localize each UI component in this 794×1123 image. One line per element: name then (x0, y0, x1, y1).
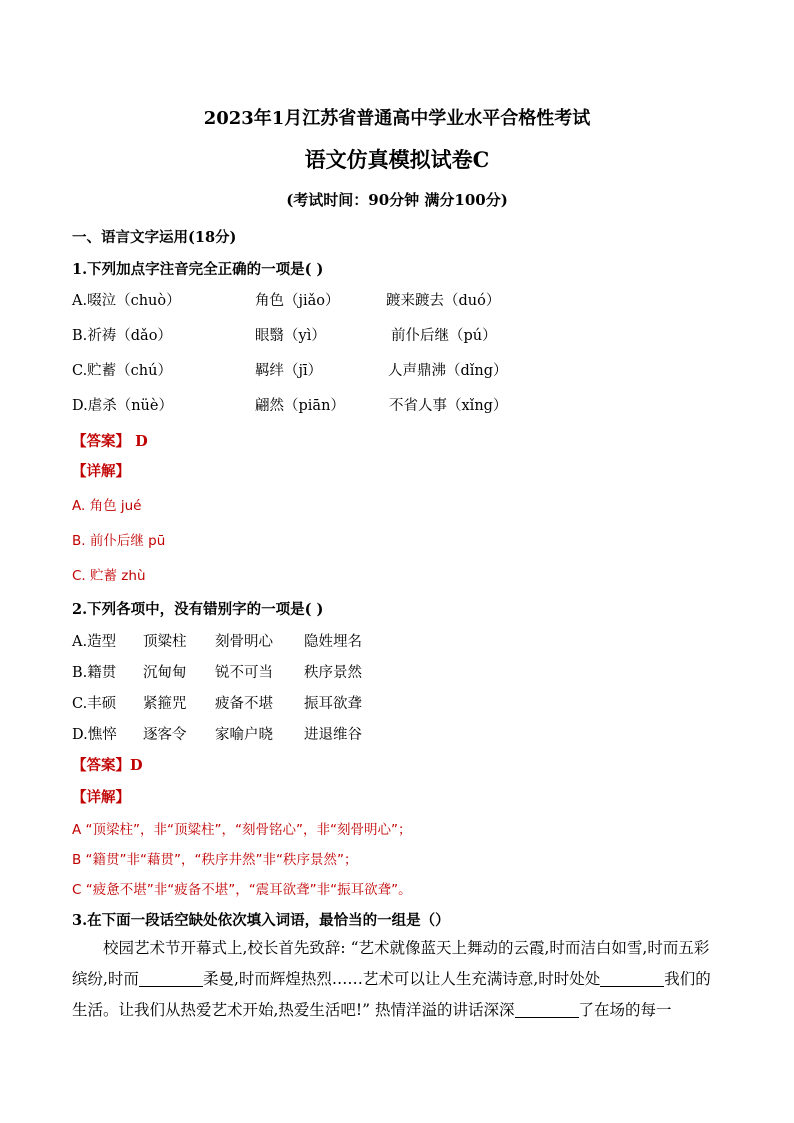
q3-blank-3 (515, 1002, 579, 1019)
q1-option-a-3: 踱来踱去（duó） (386, 293, 501, 309)
q1-option-a-2: 角色（jiǎo） (255, 293, 340, 309)
question-1-stem: 1.下列加点字注音完全正确的一项是( ) (72, 261, 324, 278)
q3-passage-part-1: 校园艺术节开幕式上,校长首先致辞: “艺术就像蓝天上舞动的云霞,时而洁白如雪,时而五彩缤纷,时而 (72, 939, 710, 988)
q1-option-c-2: 羁绊（jī） (255, 363, 323, 379)
q1-option-b-2: 眼翳（yì） (255, 328, 326, 344)
q1-answer-value: D (135, 433, 148, 450)
q2-option-c-4: 振耳欲聋 (304, 696, 362, 712)
question-3-stem: 3.在下面一段话空缺处依次填入词语，最恰当的一组是（） (72, 912, 450, 929)
q2-answer: 【答案】D (72, 757, 143, 774)
q2-option-b-4: 秩序景然 (304, 665, 362, 681)
q3-passage (72, 933, 724, 1026)
q2-option-d-4: 进退维谷 (304, 727, 362, 743)
q1-answer-label: 【答案】 (72, 433, 130, 450)
q1-option-b-3: 前仆后继（pú） (391, 328, 497, 344)
q3-passage-part-4: 了在场的每一 (578, 1001, 672, 1019)
q2-option-c-1: C.丰硕 (72, 696, 117, 712)
q2-option-d-1: D.憔悴 (72, 727, 117, 743)
q1-option-a-1: A.啜泣（chuò） (72, 293, 181, 309)
q2-option-a-2: 顶粱柱 (143, 634, 187, 650)
q2-explanation-b: B “籍贯”非“藉贯”，“秩序井然”非“秩序景然”； (72, 852, 358, 868)
q2-option-c-2: 紧箍咒 (143, 696, 187, 712)
q1-option-b-1: B.祈祷（dǎo） (72, 328, 172, 344)
q1-option-d-2: 翩然（piān） (255, 398, 345, 414)
q2-option-b-2: 沉甸甸 (143, 665, 187, 681)
q3-blank-1 (139, 971, 203, 988)
q1-option-d-3: 不省人事（xǐng） (389, 398, 508, 414)
q1-option-d-1: D.虐杀（nüè） (72, 398, 173, 414)
q1-option-c-3: 人声鼎沸（dǐng） (388, 363, 508, 379)
q2-explanation-a: A “顶梁柱”，非“顶粱柱”，“刻骨铭心”，非“刻骨明心”； (72, 822, 412, 838)
q2-option-a-3: 刻骨明心 (215, 634, 273, 650)
section-heading: 一、语言文字运用(18分) (72, 229, 237, 246)
exam-title: 2023年1月江苏省普通高中学业水平合格性考试 (203, 108, 591, 129)
q2-option-d-3: 家喻户晓 (215, 727, 273, 743)
q1-detail-label: 【详解】 (72, 463, 130, 480)
q2-option-c-3: 疲备不堪 (215, 696, 273, 712)
q2-option-a-1: A.造型 (72, 634, 117, 650)
q2-option-d-2: 逐客令 (143, 727, 187, 743)
q2-explanation-c: C “疲惫不堪”非“疲备不堪”，“震耳欲聋”非“振耳欲聋”。 (72, 882, 412, 898)
question-2-stem: 2.下列各项中，没有错别字的一项是( ) (72, 601, 324, 618)
exam-subtitle: 语文仿真模拟试卷C (304, 147, 490, 172)
q3-passage-part-2: 柔曼,时而辉煌热烈……艺术可以让人生充满诗意,时时处处 (202, 970, 601, 988)
q1-explanation-a: A. 角色 jué (72, 498, 142, 514)
q3-passage-part-3: 我们的生活。让我们从热爱艺术开始,热爱生活吧!” 热情洋溢的讲话深深 (72, 970, 711, 1019)
exam-info: (考试时间：90分钟 满分100分) (286, 191, 508, 209)
q2-option-b-3: 锐不可当 (215, 665, 273, 681)
q3-blank-2 (600, 971, 664, 988)
q1-explanation-b: B. 前仆后继 pū (72, 533, 166, 549)
q2-detail-label: 【详解】 (72, 789, 130, 806)
q1-option-c-1: C.贮蓄（chú） (72, 363, 172, 379)
q2-option-b-1: B.籍贯 (72, 665, 117, 681)
q2-option-a-4: 隐姓埋名 (304, 634, 362, 650)
q1-explanation-c: C. 贮蓄 zhù (72, 568, 146, 584)
q1-answer (72, 430, 148, 451)
